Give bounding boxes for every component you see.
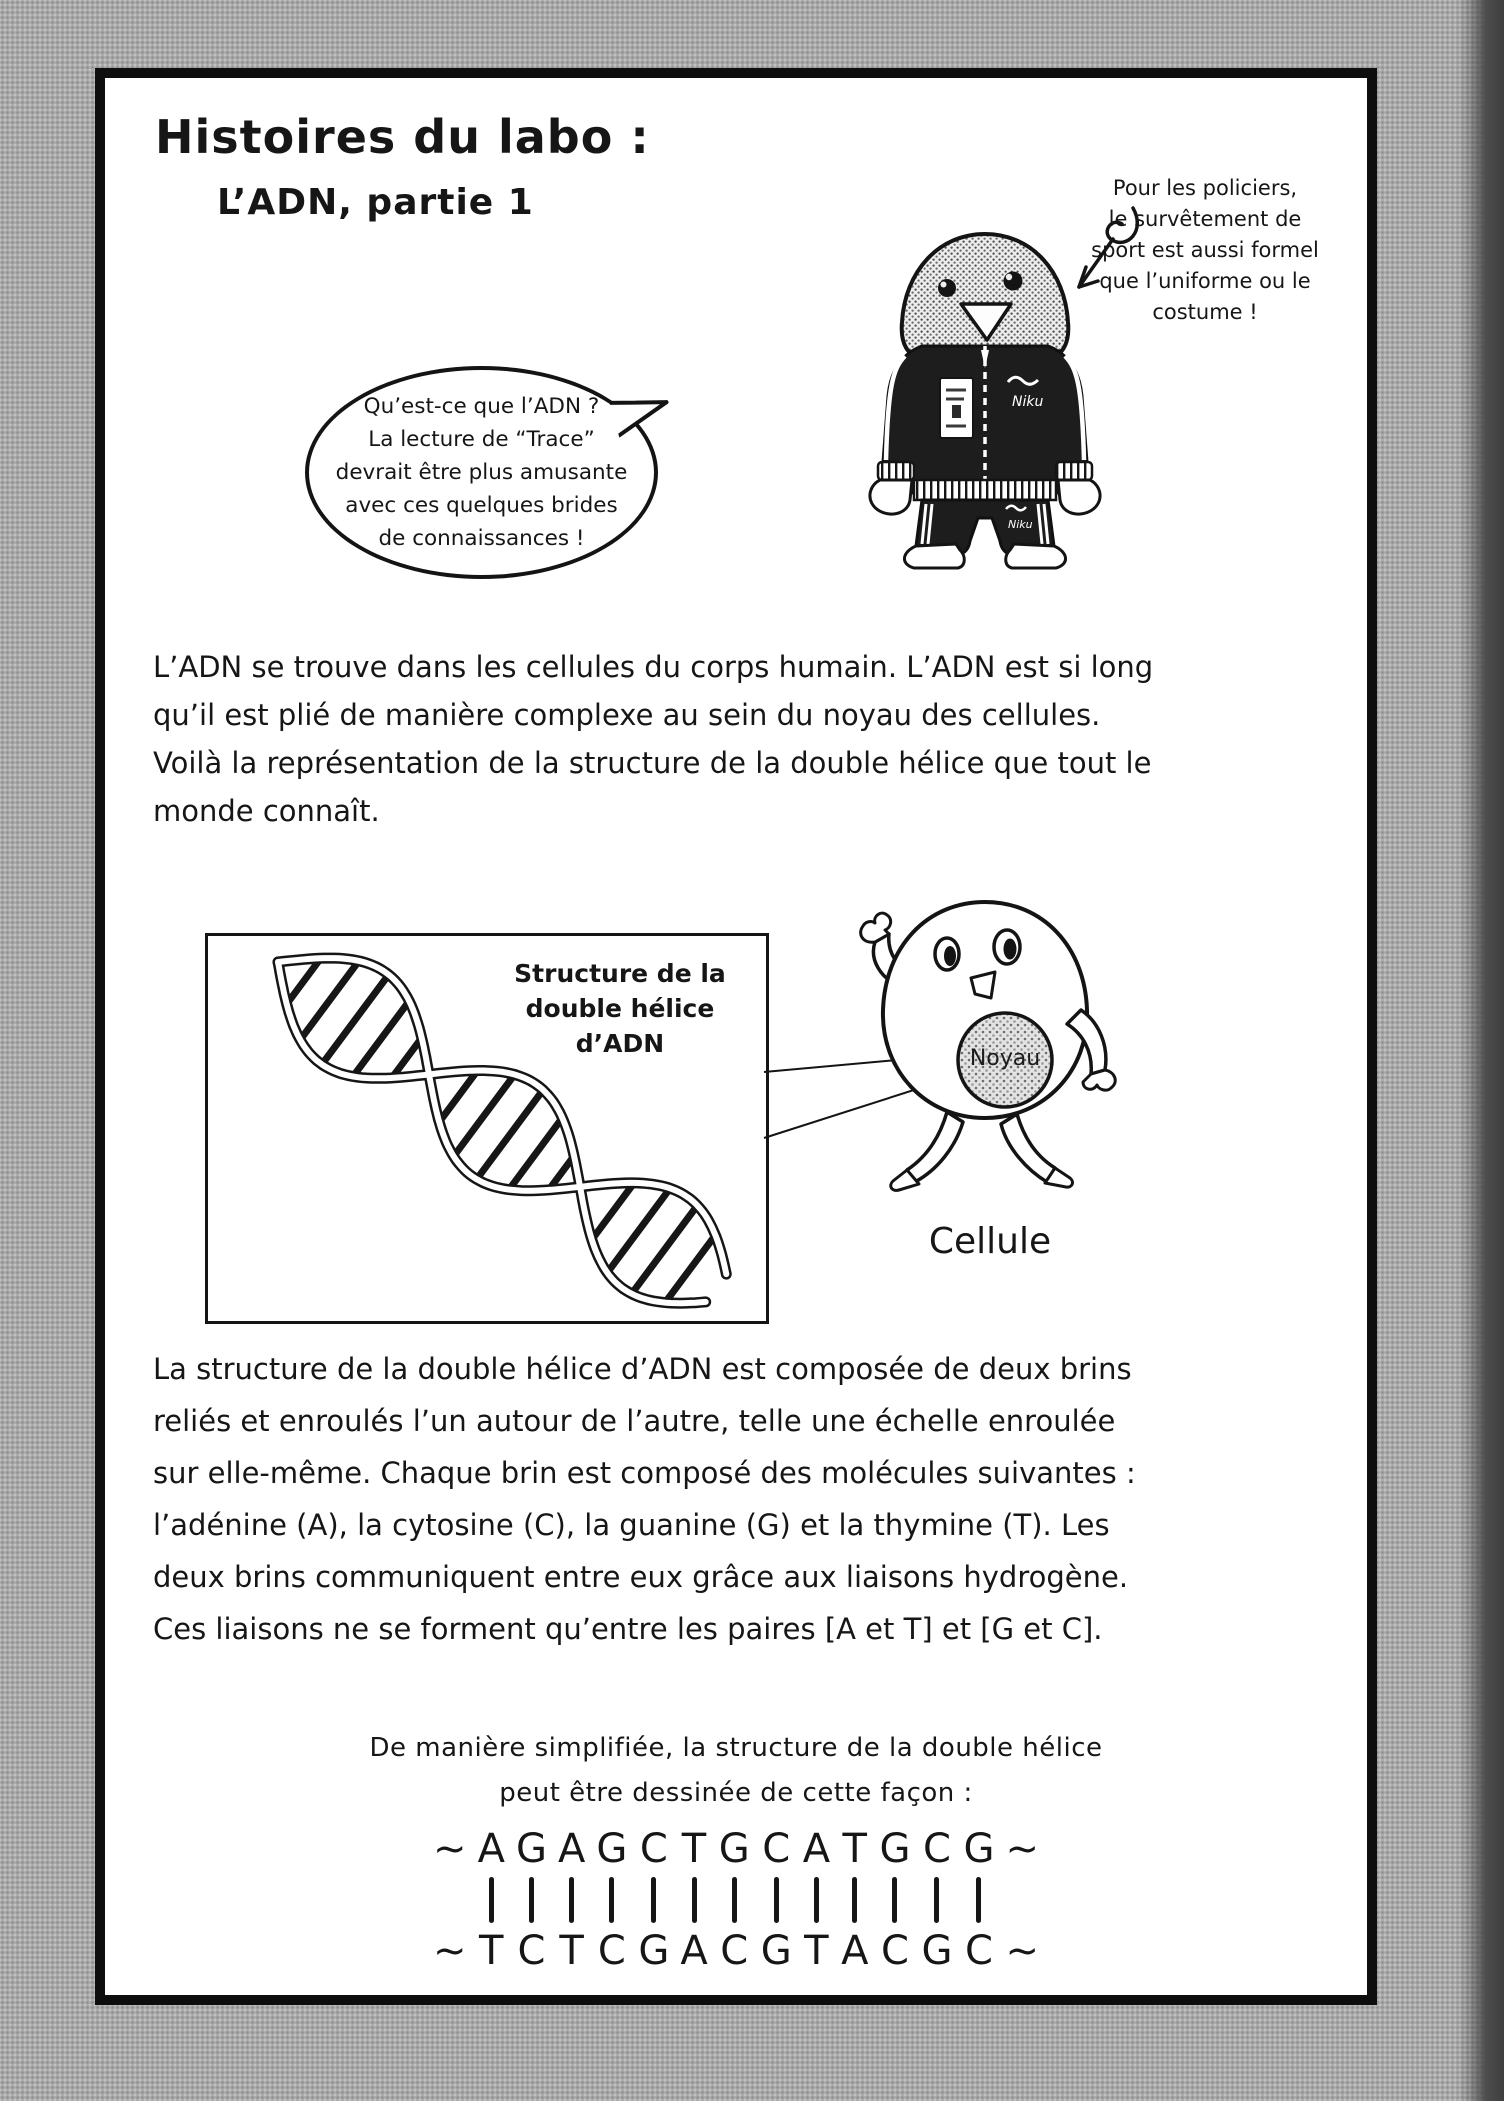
base-letter-top: T xyxy=(681,1826,707,1872)
base-pair-column xyxy=(921,1828,952,1972)
mascot-mitten xyxy=(1058,480,1100,514)
aside-note-line: le survêtement de xyxy=(1108,207,1302,231)
paragraph-line: Ces liaisons ne se forment qu’entre les paires [A et T] et [G et C]. xyxy=(153,1612,1103,1646)
base-pair-column xyxy=(719,1828,750,1972)
strand-end-column xyxy=(1005,1828,1039,1972)
base-letter-top: A xyxy=(477,1826,505,1872)
hydrogen-bond-bar xyxy=(609,1877,614,1923)
aside-note-line: costume ! xyxy=(1152,300,1258,324)
base-letter-bottom: ~ xyxy=(1005,1928,1039,1974)
paragraph-line: qu’il est plié de manière complexe au sein du noyau des cellules. xyxy=(153,698,1101,732)
speech-line: Qu’est-ce que l’ADN ? xyxy=(363,394,600,419)
hydrogen-bond-bar xyxy=(651,1877,656,1923)
base-letter-top: G xyxy=(963,1826,995,1872)
mascot-head xyxy=(902,234,1069,359)
paragraph-line: reliés et enroulés l’un autour de l’autre, telle une échelle enroulée xyxy=(153,1404,1116,1438)
simplified-intro xyxy=(105,1726,1367,1816)
paragraph-line: deux brins communiquent entre eux grâce aux liaisons hydrogène. xyxy=(153,1560,1129,1594)
simplified-intro-line: De manière simplifiée, la structure de la double hélice xyxy=(369,1733,1103,1763)
cell-illustration xyxy=(855,890,1125,1200)
speech-bubble xyxy=(305,366,658,579)
hydrogen-bond-bar xyxy=(892,1877,897,1923)
base-letter-bottom: C xyxy=(964,1928,993,1974)
aside-note-line: sport est aussi formel xyxy=(1091,238,1319,262)
page-title: Histoires du labo : xyxy=(155,110,650,164)
mascot-mitten xyxy=(870,480,912,514)
page-subtitle: L’ADN, partie 1 xyxy=(217,182,534,223)
base-pair-column xyxy=(841,1828,868,1972)
aside-note-line: que l’uniforme ou le xyxy=(1099,269,1311,293)
base-letter-bottom: ~ xyxy=(433,1928,467,1974)
hydrogen-bond-bar xyxy=(569,1877,574,1923)
paragraph-line: Voilà la représentation de la structure de la double hélice que tout le xyxy=(153,746,1152,780)
hydrogen-bond-bar xyxy=(692,1877,697,1923)
body-paragraph xyxy=(153,1343,1333,1655)
strand-end-column xyxy=(433,1828,467,1972)
dna-helix-frame xyxy=(205,933,769,1324)
page-edge-shadow xyxy=(1458,0,1504,2101)
base-pair-column xyxy=(761,1828,792,1972)
mascot-shoe xyxy=(904,544,964,568)
jacket-brand-text: Niku xyxy=(1012,394,1044,410)
paragraph-line: L’ADN se trouve dans les cellules du corps humain. L’ADN est si long xyxy=(153,650,1154,684)
base-pair-column xyxy=(803,1828,830,1972)
base-letter-top: G xyxy=(596,1826,628,1872)
base-letter-bottom: A xyxy=(841,1928,869,1974)
base-letter-top: A xyxy=(557,1826,586,1872)
base-pair-column xyxy=(680,1828,707,1972)
mascot-shoe xyxy=(1006,544,1066,568)
base-letter-top: G xyxy=(718,1826,750,1872)
base-letter-top: C xyxy=(922,1826,951,1872)
aside-note-line: Pour les policiers, xyxy=(1112,176,1298,200)
base-letter-bottom: T xyxy=(559,1928,584,1974)
base-letter-bottom: C xyxy=(597,1928,626,1974)
base-letter-top: A xyxy=(802,1826,831,1872)
hydrogen-bond-bar xyxy=(529,1877,534,1923)
cell-leg xyxy=(1001,1114,1055,1182)
base-pair-column xyxy=(478,1828,505,1972)
hydrogen-bond-bar xyxy=(774,1877,779,1923)
jacket-cuff xyxy=(1056,462,1092,480)
base-letter-top: ~ xyxy=(1005,1826,1039,1872)
speech-line: de connaissances ! xyxy=(378,526,585,551)
helix-frame-label xyxy=(490,956,750,1061)
paragraph-line: l’adénine (A), la cytosine (C), la guanine (G) et la thymine (T). Les xyxy=(153,1508,1110,1542)
hydrogen-bond-bar xyxy=(976,1877,981,1923)
base-letter-top: G xyxy=(879,1826,911,1872)
base-letter-bottom: T xyxy=(804,1928,829,1974)
hydrogen-bond-bar xyxy=(489,1877,494,1923)
base-letter-top: C xyxy=(639,1826,668,1872)
base-letter-top: C xyxy=(762,1826,791,1872)
cell-leg xyxy=(907,1112,963,1182)
nucleus-label: Noyau xyxy=(969,1046,1041,1071)
base-letter-top: T xyxy=(842,1826,867,1872)
hydrogen-bond-bar xyxy=(934,1877,939,1923)
hydrogen-bond-bar xyxy=(732,1877,737,1923)
base-letter-bottom: C xyxy=(880,1928,909,1974)
page-panel xyxy=(95,68,1377,2005)
base-pair-column xyxy=(963,1828,994,1972)
base-letter-top: ~ xyxy=(433,1826,467,1872)
cell-mouth xyxy=(971,972,995,998)
hydrogen-bond-bar xyxy=(814,1877,819,1923)
base-letter-bottom: C xyxy=(720,1928,749,1974)
hydrogen-bond-bar xyxy=(852,1877,857,1923)
mascot-jacket xyxy=(870,346,1100,514)
pants-brand-text: Niku xyxy=(1008,518,1033,531)
jacket-cuff xyxy=(878,462,914,480)
speech-bubble-text xyxy=(336,390,628,555)
base-pair-column xyxy=(516,1828,547,1972)
base-pair-column xyxy=(638,1828,669,1972)
dna-sequence-diagram xyxy=(105,1828,1367,1972)
jacket-waistband xyxy=(914,480,1056,500)
frame-label-line: double hélice d’ADN xyxy=(525,994,715,1058)
base-letter-bottom: A xyxy=(680,1928,708,1974)
aside-note xyxy=(1075,173,1335,328)
speech-line: avec ces quelques brides xyxy=(345,493,618,518)
paragraph-line: La structure de la double hélice d’ADN est composée de deux brins xyxy=(153,1352,1132,1386)
base-letter-top: G xyxy=(515,1826,547,1872)
base-pair-column xyxy=(558,1828,585,1972)
mascot-eye xyxy=(938,279,956,297)
mascot-eye xyxy=(1004,272,1023,291)
simplified-intro-line: peut être dessinée de cette façon : xyxy=(499,1778,973,1808)
base-letter-bottom: G xyxy=(638,1928,670,1974)
base-letter-bottom: G xyxy=(921,1928,953,1974)
intro-paragraph xyxy=(153,643,1333,835)
base-letter-bottom: G xyxy=(760,1928,792,1974)
frame-label-line: Structure de la xyxy=(514,959,726,988)
base-letter-bottom: C xyxy=(517,1928,546,1974)
paragraph-line: sur elle-même. Chaque brin est composé des molécules suivantes : xyxy=(153,1456,1136,1490)
paragraph-line: monde connaît. xyxy=(153,794,380,828)
base-pair-column xyxy=(879,1828,910,1972)
cell-hand xyxy=(1083,1070,1115,1090)
cell-caption: Cellule xyxy=(928,1221,1052,1262)
speech-line: devrait être plus amusante xyxy=(335,460,628,485)
base-pair-column xyxy=(596,1828,627,1972)
speech-line: La lecture de “Trace” xyxy=(368,427,595,452)
base-letter-bottom: T xyxy=(479,1928,504,1974)
